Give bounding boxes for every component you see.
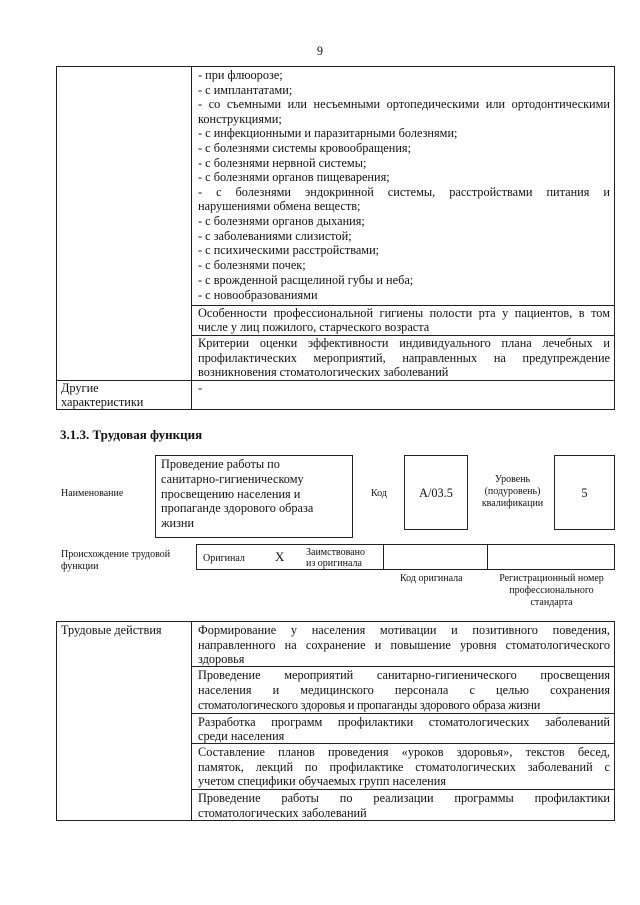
list-item: - с болезнями почек;: [198, 258, 306, 272]
list-item: нарушениями обмена веществ;: [198, 199, 361, 213]
level-label: квалификации: [481, 498, 544, 509]
labor-actions-label: Трудовые действия: [61, 623, 162, 637]
labor-action-text: направленного на сохранение и повышение уровня стоматологического: [198, 638, 610, 652]
labor-action-text: учетом специфики обучаемых групп населения: [198, 774, 446, 788]
list-item: - со съемными или несъемными ортопедическими или ортодонтическими: [198, 97, 610, 111]
labor-action-text: стоматологических заболеваний: [198, 806, 367, 820]
original-mark: X: [275, 549, 285, 564]
list-item: - с новообразованиями: [198, 288, 318, 302]
labor-action-text: здоровья: [198, 652, 245, 666]
borrowed-label: из оригинала: [306, 558, 362, 569]
reg-number-caption: Регистрационный номер: [499, 573, 604, 584]
labor-action-text: населения и медицинского персонала с целью сохранения: [198, 683, 610, 697]
criteria-text: Критерии оценки эффективности индивидуального плана лечебных и: [198, 336, 610, 350]
list-item: - с имплантатами;: [198, 83, 293, 97]
other-label: Другие: [61, 381, 99, 395]
page-number: 9: [316, 44, 324, 58]
code-label: Код: [371, 488, 387, 499]
level-label: Уровень: [494, 474, 531, 485]
labor-action-text: Разработка программ профилактики стоматологических заболеваний: [198, 715, 610, 729]
labor-action-text: Проведение работы по реализации программы профилактики: [198, 791, 610, 805]
origin-label: Происхождение трудовой: [61, 549, 171, 560]
hygiene-text: числе у лиц пожилого, старческого возраста: [198, 320, 430, 334]
criteria-text: профилактических мероприятий, направленных на предупреждение: [198, 351, 610, 365]
labor-action-text: стоматологического здоровья и пропаганды здорового образа жизни: [198, 698, 541, 712]
hygiene-text: Особенности профессиональной гигиены полости рта у пациентов, в том: [198, 306, 610, 320]
reg-number-caption: стандарта: [530, 597, 573, 608]
list-item: - с болезнями органов дыхания;: [198, 214, 365, 228]
list-item: - с инфекционными и паразитарными болезнями;: [198, 126, 458, 140]
other-value: -: [198, 381, 203, 395]
labor-action-text: памяток, лекций по профилактике стоматологических заболеваний с: [198, 760, 610, 774]
list-item: - с болезнями органов пищеварения;: [198, 170, 390, 184]
list-item: - при флюорозе;: [198, 68, 283, 82]
section-heading: 3.1.3. Трудовая функция: [60, 427, 203, 442]
list-item: конструкциями;: [198, 112, 282, 126]
code-original-caption: Код оригинала: [400, 573, 463, 584]
level-value: 5: [581, 486, 588, 500]
labor-action-text: Формирование у населения мотивации и позитивного поведения,: [198, 623, 610, 637]
name-line: жизни: [161, 516, 195, 530]
origin-label: функции: [61, 561, 99, 572]
level-label: (подуровень): [484, 486, 541, 497]
borrowed-label: Заимствовано: [306, 547, 365, 558]
list-item: - с болезнями эндокринной системы, расстройствами питания и: [198, 185, 610, 199]
labor-action-text: Составление планов проведения «уроков здоровья», текстов бесед,: [198, 745, 610, 759]
reg-number-caption: профессионального: [509, 585, 594, 596]
labor-action-text: Проведение мероприятий санитарно-гигиенического просвещения: [198, 668, 610, 682]
name-line: пропаганде здорового образа: [161, 501, 314, 515]
labor-action-text: среди населения: [198, 729, 285, 743]
original-label: Оригинал: [203, 553, 245, 564]
code-value: A/03.5: [419, 486, 453, 500]
list-item: - с врожденной расщелиной губы и неба;: [198, 273, 414, 287]
name-line: санитарно-гигиеническому: [161, 472, 304, 486]
other-label: характеристики: [61, 395, 144, 409]
list-item: - с психическими расстройствами;: [198, 243, 380, 257]
criteria-text: возникновения стоматологических заболеваний: [198, 365, 449, 379]
name-line: просвещению населения и: [161, 487, 301, 501]
name-line: Проведение работы по: [161, 457, 280, 471]
list-item: - с болезнями системы кровообращения;: [198, 141, 411, 155]
name-label: Наименование: [61, 488, 124, 499]
list-item: - с болезнями нервной системы;: [198, 156, 367, 170]
list-item: - с заболеваниями слизистой;: [198, 229, 352, 243]
